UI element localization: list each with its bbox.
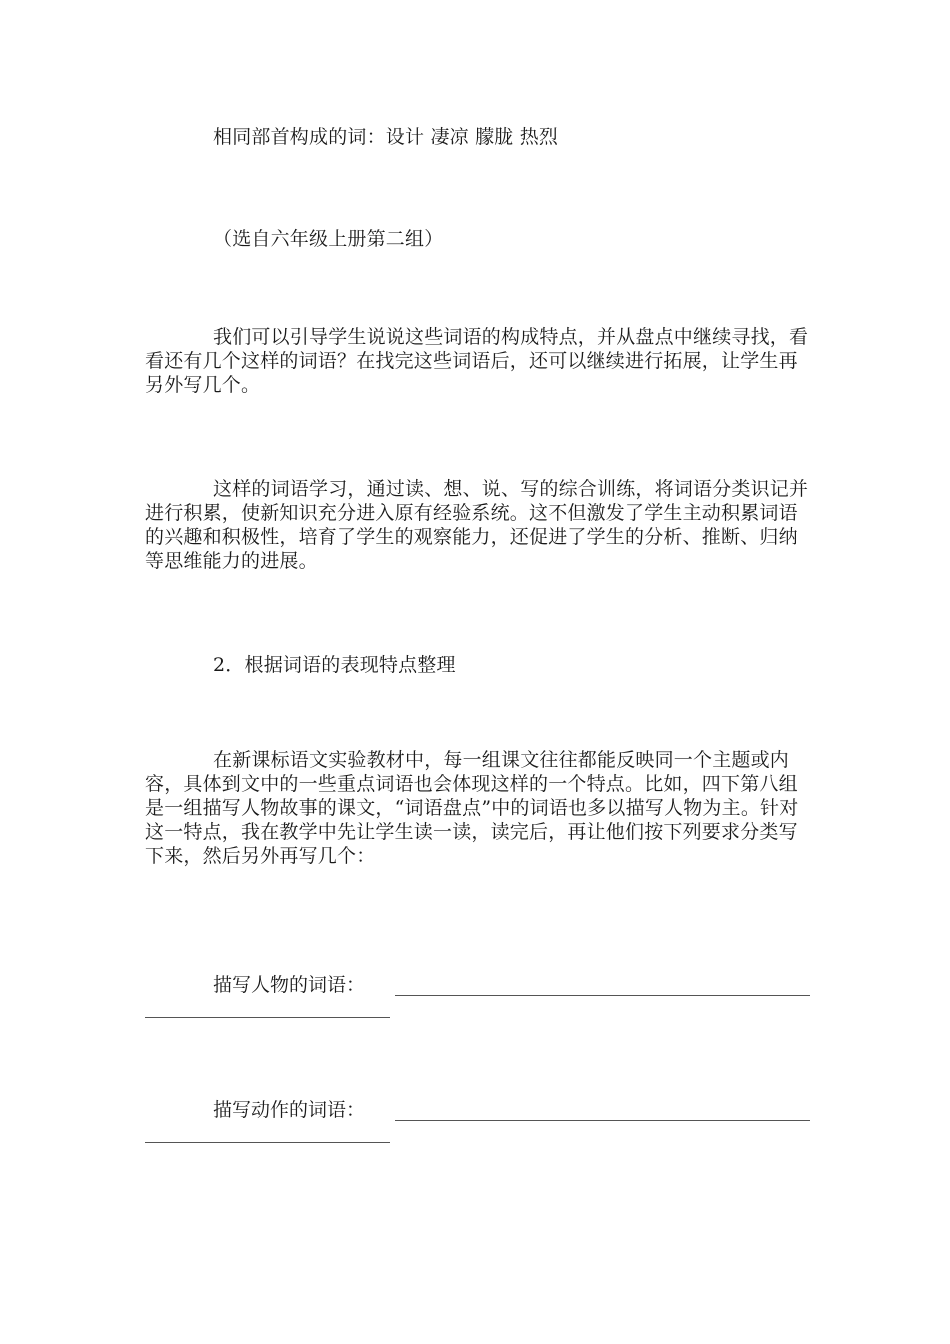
fill-label-person: 描写人物的词语： (213, 974, 366, 996)
fill-label-action: 描写动作的词语： (213, 1099, 366, 1121)
source-note: （选自六年级上册第二组） (213, 228, 444, 250)
paragraph-textbook-example: 在新课标语文实验教材中，每一组课文往往都能反映同一个主题或内容，具体到文中的一些重点词语也会体现这样的一个特点。比如，四下第八组是一组描写人物故事的课文，“词语盘点”中的词语也多以描写人物为主。针对这一特点，我在教学中先让学生读一读，读完后，再让他们按下列要求分类写下来，然后另外再写几个： (145, 749, 799, 867)
paragraph-guidance: 我们可以引导学生说说这些词语的构成特点，并从盘点中继续寻找，看看还有几个这样的词语？在找完这些词语后，还可以继续进行拓展，让学生再另外写几个。 (145, 326, 809, 396)
fill-in-action-words (213, 1098, 810, 1122)
fill-blank-line (395, 1120, 810, 1121)
radical-words-line: 相同部首构成的词：设计 凄凉 朦胧 热烈 (213, 126, 559, 148)
fill-blank-line (395, 995, 810, 996)
paragraph-benefits: 这样的词语学习，通过读、想、说、写的综合训练，将词语分类识记并进行积累，使新知识充分进入原有经验系统。这不但激发了学生主动积累词语的兴趣和积极性，培育了学生的观察能力，还促进了学生的分析、推断、归纳等思维能力的进展。 (145, 478, 809, 572)
fill-blank-line-continued (145, 1142, 390, 1143)
fill-in-person-words (213, 973, 810, 997)
fill-blank-line-continued (145, 1017, 390, 1018)
section-heading-2: 2．根据词语的表现特点整理 (213, 654, 456, 676)
